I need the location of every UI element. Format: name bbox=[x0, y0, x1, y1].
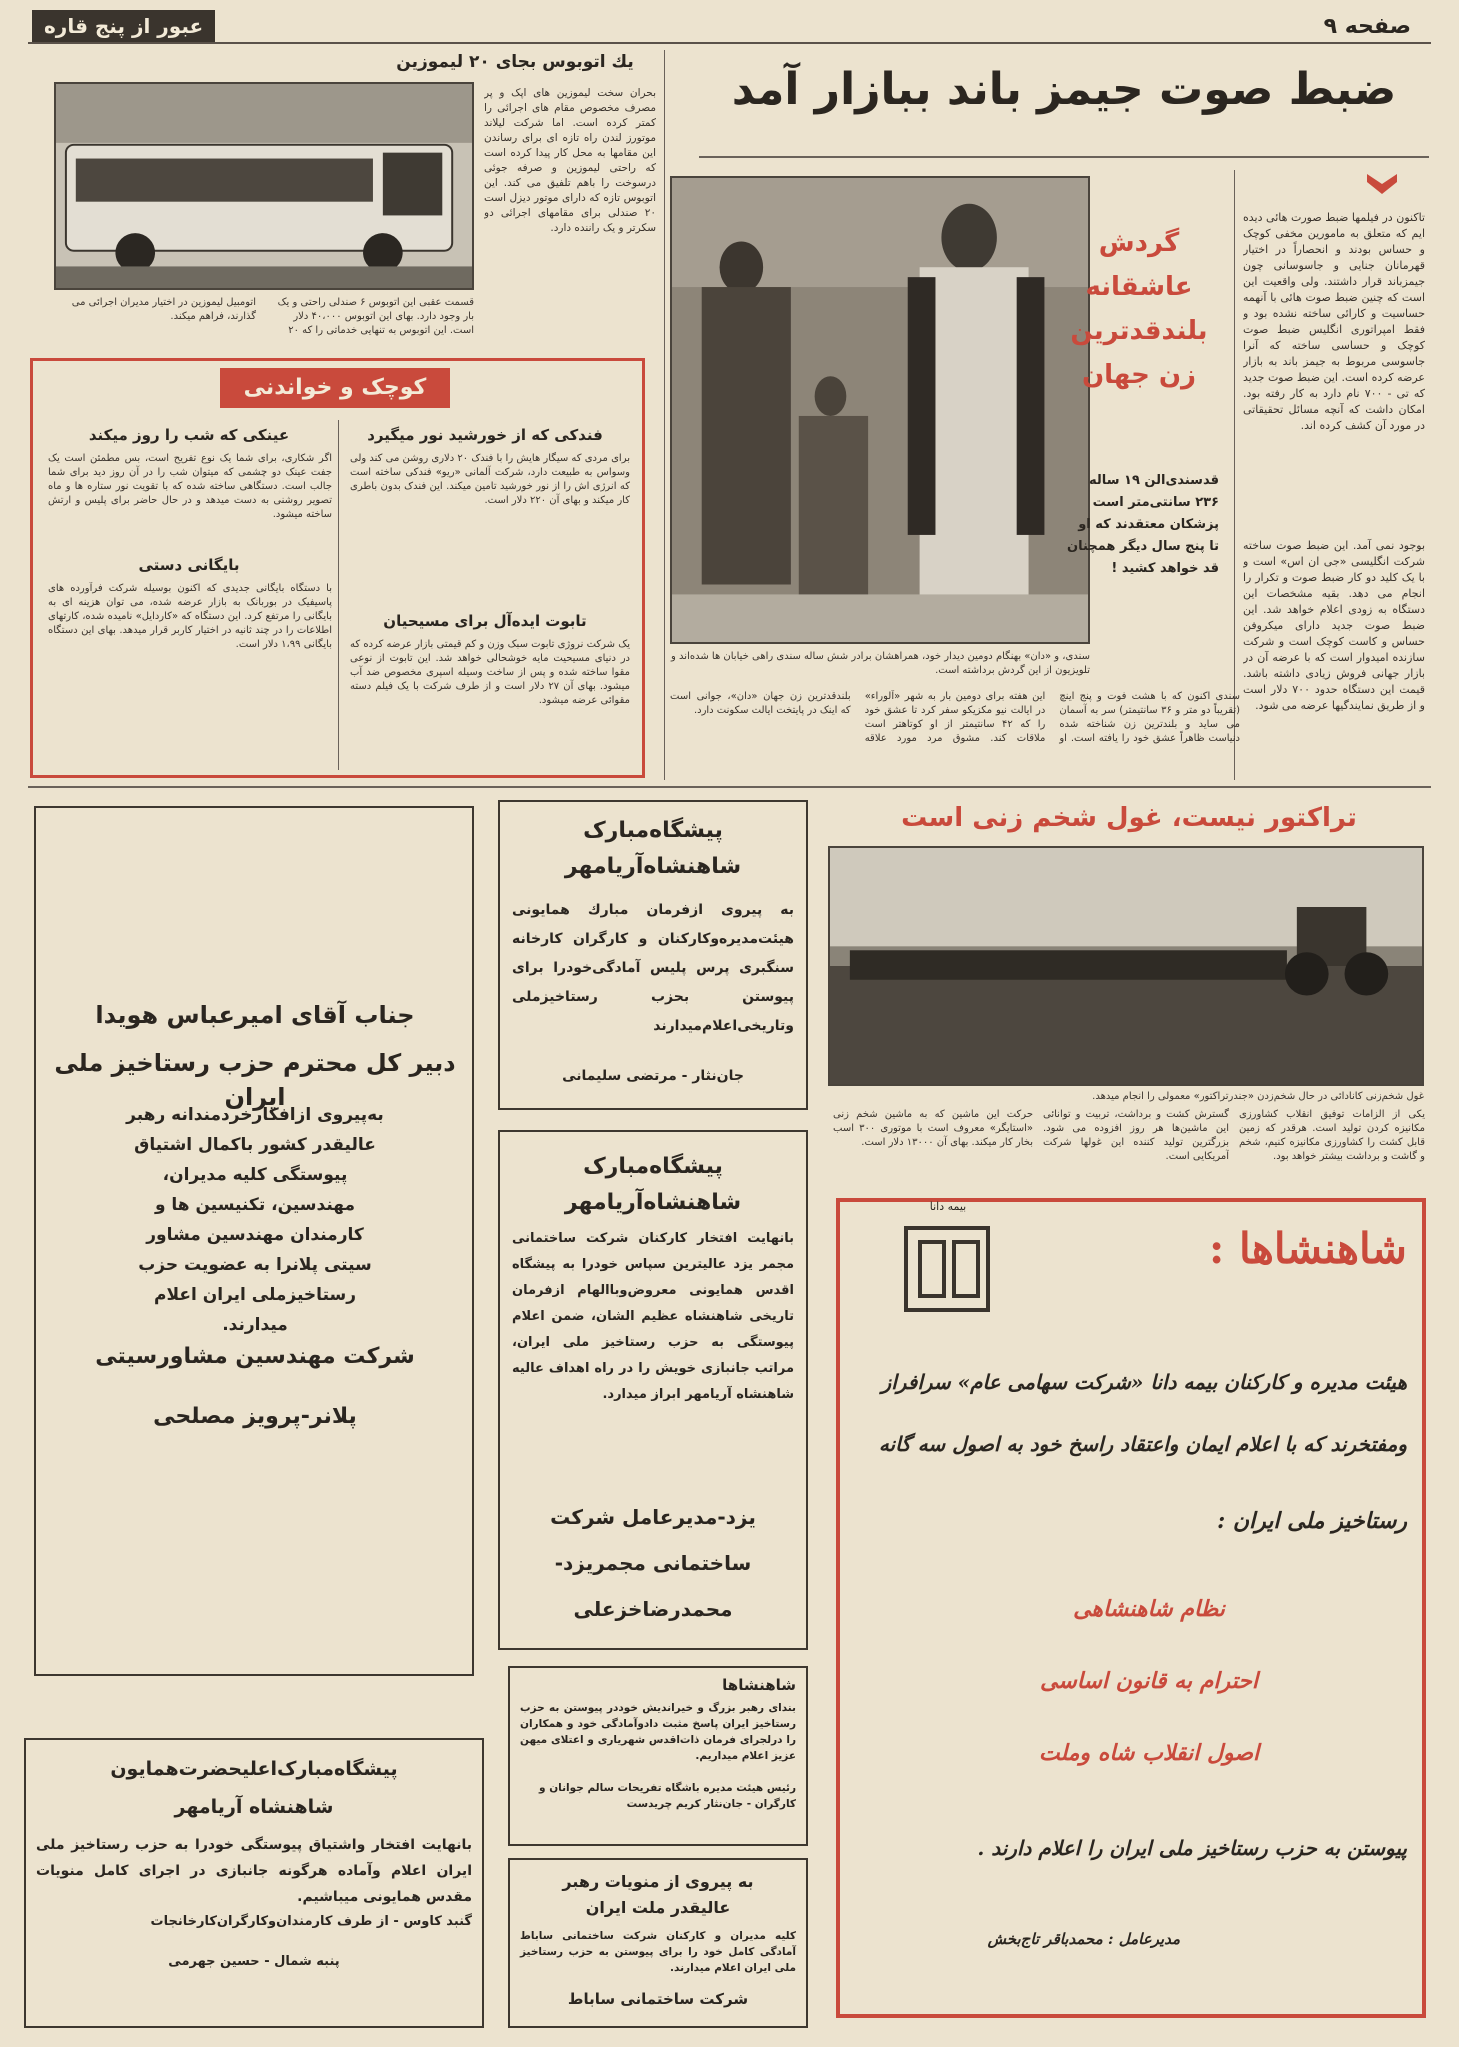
tractor-headline: تراکتور نیست، غول شخم زنی است bbox=[901, 803, 1357, 833]
small-news-item-3-body: با دستگاه بایگانی جدیدی که اکنون بوسیله شرکت فرآورده های پاسیفیک در بوربانک به بازار عرضه شده، می توان هزینه ای به بایگانی را مرتفع کرد. این دستگاه که «کاردایل» نامیده شده، کارتهای اطلاعات را در چند ثانیه در اختیار کاربر قرار میدهد. بهای این دستگاه بایگانی ۱،۹۹ دلار است. bbox=[48, 583, 332, 650]
ad-gonbad-title-1: پیشگاه‌مبارک‌اعلیحضرت‌همایون bbox=[110, 1758, 398, 1780]
small-news-item-4-body: یک شرکت نروژی تابوت سبک وزن و کم قیمتی بازار عرضه کرده که در دنیای مسیحیت مایه خوشحالی خواهد شد. این تابوت از نوعی مقوا ساخته شده و پس از ساخت وسیله اسپری مخصوص ضد آب میشود. بهای آن ۲۷ دلار است و از طرف شرکت با یک فیلم دسته مقوائی عرضه میشود. bbox=[350, 639, 630, 706]
giant-woman-sub-3: پزشکان معتقدند که او bbox=[1078, 517, 1219, 532]
ad-hoveyda-sign-1: شرکت مهندسین مشاورسیتی bbox=[95, 1344, 415, 1369]
ad-shahanshaha-small-title: شاهنشاها bbox=[722, 1676, 796, 1694]
ad-bimeh-sign: مدیرعامل : محمدباقر تاج‌بخش bbox=[987, 1930, 1180, 1948]
small-news-divider bbox=[338, 420, 339, 770]
main-headline: ضبط صوت جیمز باند ببازار آمد bbox=[731, 64, 1397, 115]
chevron-icon bbox=[1365, 172, 1399, 196]
headline-underline bbox=[699, 156, 1429, 158]
small-news-item-2-body: اگر شکاری، برای شما یک نوع تفریح است، بس مطمئن است یک جفت عینک دو چشمی که میتوان شب را در آن روز دید برای شما جالب است. دستگاهی ساخته شده که با تقویت نور ستاره ها و ماه تصویر روشنی به دست میدهد و در حال حاضر برای پلیس و ارتش ساخته میشود. bbox=[48, 453, 332, 520]
section-rule bbox=[28, 786, 1431, 788]
giant-woman-title-2: عاشقانه bbox=[1085, 272, 1193, 302]
bus-body: بحران سخت لیموزین های اپک و پر مصرف مخصوص مقام های اجرائی را کمتر کرده است. اما شرکت لیلاند موتورز لندن راه تازه ای برای رساندن این مقامها به محل کار پیدا کرده است که راحتی لیموزین و صرفه جوئی درسوخت را باهم تلفیق می کند. این اتوبوس تازه که دارای موتور دیزل است ۲۰ صندلی برای مقامهای اجرائی دو سکرتر و یک راننده دارد. bbox=[484, 87, 656, 234]
ad-yazd-title-2: شاهنشاه‌آریامهر bbox=[564, 1190, 742, 1215]
ad-sabat-sign: شرکت ساختمانی ساباط bbox=[567, 1990, 749, 2008]
small-news-banner-text: کوچک و خواندنی bbox=[243, 375, 427, 400]
ad-bimeh-line-3: رستاخیز ملی ایران : bbox=[1217, 1508, 1407, 1534]
column-rule-2 bbox=[664, 50, 665, 780]
ad-sabat-title-2: عالیقدر ملت ایران bbox=[585, 1898, 731, 1917]
bus-caption: قسمت عقبی این اتوبوس ۶ صندلی راحتی و یک بار وجود دارد. بهای این اتوبوس ۴۰،۰۰۰ دلار است. این اتوبوس به تنهایی خدماتی را که ۲۰ اتومبیل لیموزین در اختیار مدیران اجرائی می گذارند، فراهم میکند. bbox=[71, 297, 474, 336]
giant-woman-sub-4: تا پنج سال دیگر همچنان bbox=[1067, 539, 1219, 554]
ad-sangbori-title-2: شاهنشاه‌آریامهر bbox=[564, 854, 742, 879]
ad-gonbad-sign-1: گنبد کاوس - از طرف کارمندان‌وکارگران‌کارخانجات bbox=[150, 1914, 472, 1929]
small-news-item-3-title: بایگانی دستی bbox=[138, 556, 240, 574]
ad-sangbori-title-1: پیشگاه‌مبارک bbox=[583, 818, 723, 843]
ad-yazd-body: بانهایت افتخار کارکنان شرکت ساختمانی مجمر یزد عالیترین سپاس خودرا به پیشگاه اقدس همایونی معروض‌وباالهام ازفرمان تاریخی شاهنشاه عظیم الشان، ضمن اعلام پیوستگی به حزب رستاخیز ملی ایران، مراتب جانبازی خویش را در راه اهداف عالیه شاهنشاه آریامهر ابراز میدارد. bbox=[512, 1231, 794, 1402]
ad-sangbori-body: به پیروی ازفرمان مبارك همایونی هیئت‌مدیره‌وکارکنان و کارگران کارخانه سنگبری پرس پلیس آمادگی‌خودرا برای پیوستن بحزب رستاخیزملی وتاریخی‌اعلام‌میدارند bbox=[512, 902, 794, 1034]
ad-hoveyda-title-1: جناب آقای امیرعباس هویدا bbox=[95, 1001, 415, 1029]
ad-bimeh-line-7: پیوستن به حزب رستاخیز ملی ایران را اعلام دارند . bbox=[977, 1836, 1407, 1860]
giant-woman-sub-5: قد خواهد کشید ! bbox=[1111, 561, 1219, 576]
giant-woman-title-3: بلندقدترین bbox=[1070, 316, 1208, 346]
tractor-photo bbox=[828, 846, 1424, 1086]
ad-shahanshaha-small-body: بندای رهبر بزرگ و خیراندیش خوددر پیوستن به حزب رستاخیز ایران پاسخ مثبت دادوآمادگی خود و همکاران را درلجرای فرمان ذات‌اقدس شهریاری و اعتلای میهن عزیز اعلام میداریم. bbox=[520, 1702, 796, 1762]
small-news-item-1-title: فندکی که از خورشید نور میگیرد bbox=[367, 426, 603, 444]
ad-hoveyda-title-2: دبیر کل محترم حزب رستاخیز ملی ایران bbox=[54, 1049, 456, 1111]
bus-headline: یك اتوبوس بجای ۲۰ لیموزین bbox=[396, 52, 634, 72]
ad-yazd-sign-2: ساختمانی مجمریزد- bbox=[554, 1551, 752, 1575]
header-rule bbox=[28, 42, 1431, 44]
ad-bimeh-line-5: احترام به قانون اساسی bbox=[1039, 1668, 1258, 1694]
giant-woman-title-1: گردش bbox=[1098, 228, 1180, 258]
tractor-col-2: گسترش کشت و برداشت، تربیت و توانائی این ماشین‌ها هر روز افزوده می شود. بزرگترین تولید کننده این غولها شرکت آمریکایی است. bbox=[1043, 1109, 1229, 1162]
giant-woman-caption: سندی، و «دان» بهنگام دومین دیدار خود، همراهشان برادر شش ساله سندی راهی خیابان ها شده‌اند و تلویزیون از این گردش برداشته است. bbox=[671, 651, 1090, 676]
column-rule bbox=[1234, 170, 1235, 780]
giant-woman-title-4: زن جهان bbox=[1081, 360, 1197, 390]
ad-sabat-body: کلیه مدیران و کارکنان شرکت ساختمانی ساباط آمادگی کامل خود را برای پیوستن به حزب رستاخیز ملی ایران اعلام میدارند. bbox=[520, 1930, 796, 1974]
ad-sabat-title-1: به پیروی از منویات رهبر bbox=[562, 1872, 754, 1891]
ad-bimeh-line-4: نظام شاهنشاهی bbox=[1073, 1596, 1225, 1622]
giant-woman-sub-1: قدسندی‌الن ۱۹ ساله bbox=[1089, 473, 1219, 488]
ad-sangbori-sign: جان‌نثار - مرتضی سلیمانی bbox=[562, 1068, 744, 1084]
small-news-item-1-body: برای مردی که سیگار هایش را با فندک ۲۰ دلاری روشن می کند ولی وسواس به طبیعت دارد، شرکت آلمانی «ریو» فندکی ساخته است که انرژی اش را از نور خورشید تامین میکند. این فندک بدون باطری کار میکند و بهای آن ۲۲۰ دلار است. bbox=[350, 453, 630, 506]
small-news-item-2-title: عینکی که شب را روز میکند bbox=[88, 426, 290, 444]
ad-yazd-sign-3: محمدرضاخزعلی bbox=[573, 1597, 733, 1621]
main-article-body-2: بوجود نمی آمد. این ضبط صوت ساخته شرکت انگلیسی «جی ان اس» است و با یک کلید دو کار ضبط صوت و تکرار را انجام می دهد. بقیه مشخصات این دستگاه به زودی اعلام خواهد شد. این ضبط صوت جدید دارای میکروفن حساس و کاست کوچک است و شرکت سازنده امیدوار است که با عرضه آن در بازار جهانی فروش زیادی داشته باشد. قیمت این دستگاه حدود ۷۰۰ دلار است و از طریق نمایندگیها عرضه می شود. bbox=[1243, 539, 1425, 712]
giant-woman-photo bbox=[670, 176, 1090, 644]
section-tag: عبور از پنج قاره bbox=[32, 10, 215, 42]
page-number: صفحه ۹ bbox=[1323, 14, 1411, 39]
main-article-body: تاکنون در فیلمها ضبط صورت هائی دیده ایم که متعلق به مامورین مخفی کوچک و حساس بودند و انحصاراً در اختیار قهرمانان جنایی و جاسوسانی چون جیمزباند قرار داشتند. ولی واقعیت این است که چنین ضبط صوت هائی با آنهمه حساسیت و کارائی ساخته نشده بود و فقط امپراتوری انگلیس ضبط صوت کوچک و حساسی ساخته که آنرا جاسوسی مربوط به جیمز باند به بازار عرضه کرده است. این ضبط صوت جدید که تی - ۷۰۰ نام دارد به کار رفته بود. امکان داشت که آنچه مسائل تحقیقاتی در مورد آن کشف کرده اند. bbox=[1243, 211, 1425, 432]
ad-gonbad-body: بانهایت افتخار واشتیاق پیوستگی خودرا به حزب رستاخیز ملی ایران اعلام وآماده هرگونه جانبازی در اجرای کامل منویات مقدس همایونی میباشیم. bbox=[36, 1837, 472, 1905]
tractor-col-3: حرکت این ماشین که به ماشین شخم زنی «استایگر» معروف است با موتوری ۳۰۰ اسب بخار کار میکند. بهای آن ۱۳۰۰۰ دلار است. bbox=[833, 1109, 1033, 1148]
ad-yazd-sign-1: یزد-مدیرعامل شرکت bbox=[550, 1505, 756, 1529]
bus-photo bbox=[54, 82, 474, 290]
ad-bimeh-line-1: هیئت مدیره و کارکنان بیمه دانا «شرکت سهامی عام» سرافراز bbox=[881, 1370, 1407, 1394]
tractor-col-1: یکی از الزامات توفیق انقلاب کشاورزی مکانیزه کردن تولید است. هرقدر که زمین قابل کشت را کشاورزی مکانیزه کنیم، شخم و گاشت و برداشت بیشتر خواهد بود. bbox=[1239, 1109, 1425, 1162]
ad-yazd-title-1: پیشگاه‌مبارک bbox=[583, 1154, 723, 1179]
ad-shahanshaha-small-sign: رئیس هیئت مدیره باشگاه تفریحات سالم جوانان و کارگران - جان‌نثار کریم چریدست bbox=[539, 1782, 796, 1810]
ad-bimeh-title: شاهنشاها : bbox=[1208, 1224, 1407, 1273]
small-news-banner bbox=[220, 368, 450, 408]
small-news-item-4-title: تابوت ایده‌آل برای مسیحیان bbox=[383, 612, 587, 630]
ad-hoveyda-sign-2: پلانر-پرویز مصلحی bbox=[153, 1404, 357, 1429]
ad-hoveyda-body: به‌پیروی ازافکارخردمندانه رهبر عالیقدر کشور باکمال اشتیاق پیوستگی کلیه مدیران، مهندسین، تکنیسین ها و کارمندان مهندسین مشاور سیتی پلانرا به عضویت حزب رستاخیزملی ایران اعلام میدارند. bbox=[126, 1105, 384, 1335]
bimeh-logo bbox=[904, 1226, 990, 1312]
ad-gonbad-sign-2: پنبه شمال - حسین جهرمی bbox=[168, 1954, 340, 1969]
ad-gonbad-title-2: شاهنشاه آریامهر bbox=[174, 1796, 334, 1818]
giant-woman-sub-2: ۲۳۶ سانتی‌متر است bbox=[1092, 495, 1219, 510]
ad-bimeh-line-6: اصول انقلاب شاه وملت bbox=[1038, 1740, 1260, 1766]
bimeh-logo-label: بیمه دانا bbox=[929, 1200, 967, 1213]
ad-bimeh-line-2: ومفتخرند که با اعلام ایمان واعتقاد راسخ خود به اصول سه گانه bbox=[878, 1432, 1407, 1456]
giant-woman-body: سندی اکنون که با هشت فوت و پنج اینچ (تقریباً دو متر و ۳۶ سانتیمتر) سر به آسمان می ساید و بلندترین زن شناخته شده دنیاست ظاهراً عشق خود را یافته است. او این هفته برای دومین بار به شهر «آلوراء» در ایالت نیو مکزیکو سفر کرد تا عشق خود را که ۴۲ سانتیمتر از او کوتاهتر است ملاقات کند. مشوق مرد مورد علاقه بلندقدترین زن جهان «دان»، جوانی است که اینک در پایتخت ایالت سکونت دارد. bbox=[670, 691, 1240, 744]
tractor-caption: غول شخم‌زنی کانادائی در حال شخم‌زدن «جندرتراکتور» معمولی را انجام میدهد. bbox=[1092, 1091, 1424, 1102]
